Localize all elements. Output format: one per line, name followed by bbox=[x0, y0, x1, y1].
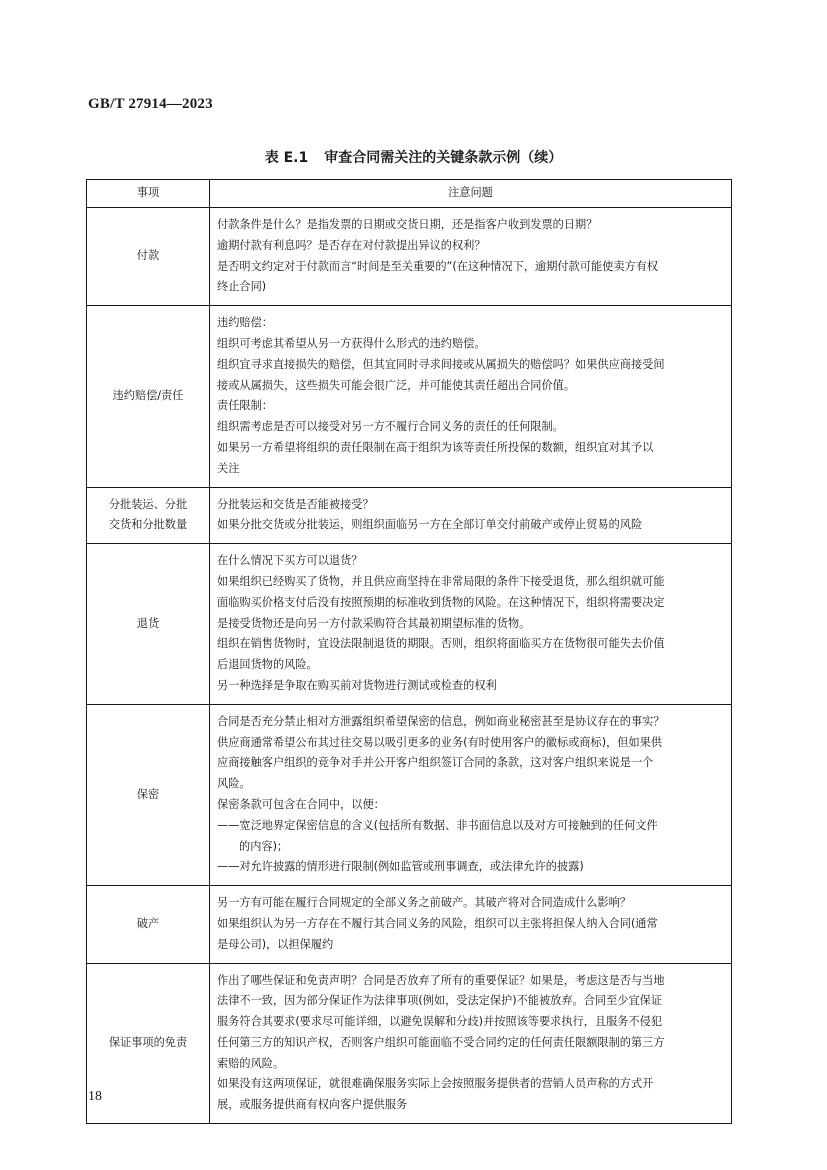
row-topic: 破产 bbox=[136, 916, 160, 930]
page-number: 18 bbox=[88, 1089, 102, 1104]
note-line: 面临购买价格支付后没有按照预期的标准收到货物的风险。在这种情况下，组织将需要决定 bbox=[217, 595, 665, 609]
table-title bbox=[0, 147, 827, 167]
note-line: 服务符合其要求(要求尽可能详细，以避免误解和分歧)并按照该等要求执行，且服务不侵犯 bbox=[217, 1015, 663, 1029]
table-row bbox=[87, 306, 732, 487]
table-label: 表 E.1 bbox=[264, 150, 309, 166]
row-topic-cell bbox=[87, 208, 210, 306]
note-line: ——宽泛地界定保密信息的含义(包括所有数据、非书面信息以及对方可接触到的任何文件 bbox=[217, 818, 658, 832]
note-line: 责任限制： bbox=[217, 399, 273, 413]
row-notes-cell bbox=[210, 208, 732, 306]
clauses-table bbox=[86, 179, 732, 1124]
note-line: 违约赔偿： bbox=[217, 316, 273, 330]
note-line: 是母公司)，以担保履约 bbox=[217, 937, 334, 951]
table-row bbox=[87, 487, 732, 544]
row-notes-cell bbox=[210, 886, 732, 963]
standard-code: GB/T 27914—2023 bbox=[88, 96, 213, 112]
note-line: 法律不一致，因为部分保证作为法律事项(例如，受法定保护)不能被放弃。合同至少宜保证 bbox=[217, 994, 663, 1008]
row-topic-cell bbox=[87, 886, 210, 963]
row-notes-cell bbox=[210, 704, 732, 885]
row-notes-cell bbox=[210, 963, 732, 1124]
note-line: 接或从属损失，这些损失可能会很广泛，并可能使其责任超出合同价值。 bbox=[217, 378, 576, 392]
table-row bbox=[87, 208, 732, 306]
note-line: 关注 bbox=[217, 461, 240, 475]
note-line: 是接受货物还是向另一方付款采购符合其最初期望标准的货物。 bbox=[217, 616, 531, 630]
note-line: 应商接触客户组织的竞争对手并公开客户组织签订合同的条款，这对客户组织来说是一个 bbox=[217, 756, 654, 770]
note-line: 展，或服务提供商有权向客户提供服务 bbox=[217, 1098, 408, 1112]
note-line: 如果组织认为另一方存在不履行其合同义务的风险，组织可以主张将担保人纳入合同(通常 bbox=[217, 916, 658, 930]
table-header-row bbox=[87, 180, 732, 208]
row-topic-cell bbox=[87, 704, 210, 885]
note-line: 如果另一方希望将组织的责任限制在高于组织为该等责任所投保的数额，组织宜对其予以 bbox=[217, 440, 654, 454]
row-topic: 违约赔偿/责任 bbox=[112, 388, 184, 402]
row-topic: 付款 bbox=[136, 249, 160, 263]
note-line: 终止合同) bbox=[217, 280, 267, 294]
column-header-topic: 事项 bbox=[87, 180, 210, 208]
table-body bbox=[87, 208, 732, 1124]
note-line: 组织宜寻求直接损失的赔偿，但其宜同时寻求间接或从属损失的赔偿吗？如果供应商接受间 bbox=[217, 357, 665, 371]
note-line: 付款条件是什么？是指发票的日期或交货日期，还是指客户收到发票的日期？ bbox=[217, 218, 598, 231]
row-topic: 退货 bbox=[136, 616, 160, 630]
note-line: 组织需考虑是否可以接受对另一方不履行合同义务的责任的任何限制。 bbox=[217, 420, 564, 434]
note-line: 如果分批交货或分批装运，则组织面临另一方在全部订单交付前破产或停止贸易的风险 bbox=[217, 518, 643, 532]
note-line: 的内容)； bbox=[239, 839, 289, 853]
row-topic: 保密 bbox=[136, 787, 160, 801]
note-line: 是否明文约定对于付款而言“时间是至关重要的”(在这种情况下，逾期付款可能使卖方有权 bbox=[217, 259, 659, 273]
note-line: 另一种选择是争取在购买前对货物进行测试或检查的权利 bbox=[217, 678, 497, 692]
note-line: 保密条款可包含在合同中，以便： bbox=[217, 797, 385, 811]
column-header-notes: 注意问题 bbox=[210, 180, 732, 208]
note-line: 组织在销售货物时，宜设法限制退货的期限。否则，组织将面临买方在货物很可能失去价值 bbox=[217, 637, 665, 651]
table-caption: 审查合同需关注的关键条款示例（续） bbox=[324, 150, 563, 166]
row-notes-cell bbox=[210, 487, 732, 544]
row-topic-cell bbox=[87, 306, 210, 487]
row-topic: 交货和分批数量 bbox=[108, 518, 188, 532]
row-topic-cell bbox=[87, 544, 210, 705]
note-line: 风险。 bbox=[217, 777, 251, 791]
note-line: 组织可考虑其希望从另一方获得什么形式的违约赔偿。 bbox=[217, 336, 486, 350]
note-line: 后退回货物的风险。 bbox=[217, 658, 318, 672]
table-row bbox=[87, 963, 732, 1124]
note-line: 逾期付款有利息吗？是否存在对付款提出异议的权利？ bbox=[217, 238, 486, 252]
note-line: 如果组织已经购买了货物，并且供应商坚持在非常局限的条件下接受退货，那么组织就可能 bbox=[217, 574, 665, 588]
table-row bbox=[87, 704, 732, 885]
note-line: 另一方有可能在履行合同规定的全部义务之前破产。其破产将对合同造成什么影响？ bbox=[217, 896, 631, 910]
row-notes-cell bbox=[210, 306, 732, 487]
note-line: ——对允许披露的情形进行限制(例如监管或刑事调查，或法律允许的披露) bbox=[217, 860, 584, 874]
note-line: 供应商通常希望公布其过往交易以吸引更多的业务(有时使用客户的徽标或商标)，但如果供 bbox=[217, 735, 663, 749]
row-topic: 保证事项的免责 bbox=[108, 1035, 188, 1049]
note-line: 作出了哪些保证和免责声明？合同是否放弃了所有的重要保证？如果是，考虑这是否与当地 bbox=[217, 973, 665, 987]
row-topic: 分批装运、分批 bbox=[108, 497, 188, 511]
note-line: 合同是否充分禁止相对方泄露组织希望保密的信息，例如商业秘密甚至是协议存在的事实？ bbox=[217, 714, 665, 728]
note-line: 如果没有这两项保证，就很难确保服务实际上会按照服务提供者的营销人员声称的方式开 bbox=[217, 1077, 654, 1091]
note-line: 在什么情况下买方可以退货？ bbox=[217, 554, 363, 568]
note-line: 任何第三方的知识产权，否则客户组织可能面临不受合同约定的任何责任限额限制的第三方 bbox=[217, 1035, 665, 1049]
row-notes-cell bbox=[210, 544, 732, 705]
note-line: 索赔的风险。 bbox=[217, 1056, 285, 1070]
table-row bbox=[87, 886, 732, 963]
row-topic-cell bbox=[87, 963, 210, 1124]
table-row bbox=[87, 544, 732, 705]
note-line: 分批装运和交货是否能被接受？ bbox=[217, 497, 374, 511]
row-topic-cell bbox=[87, 487, 210, 544]
